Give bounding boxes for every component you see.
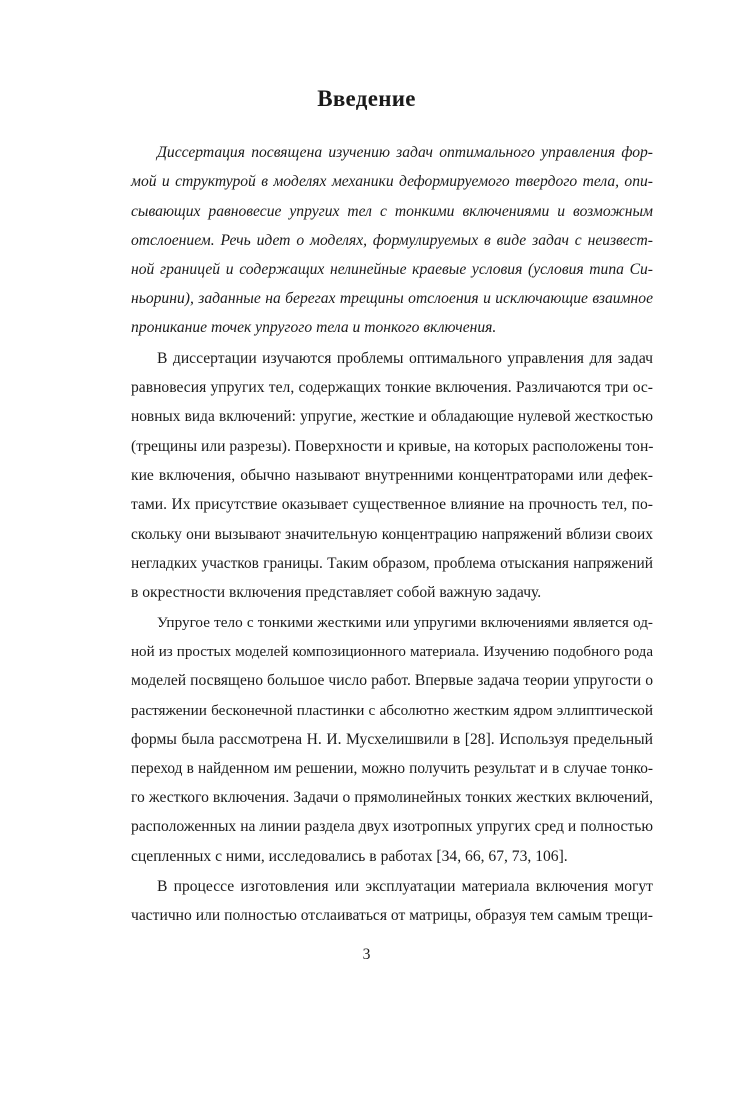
text-line: переход в найденном им решении, можно получить результат и в случае тонко- (131, 760, 653, 777)
text-line: В процессе изготовления или эксплуатации материала включения могут (157, 878, 653, 895)
text-line: скольку они вызывают значительную концентрацию напряжений вблизи своих (131, 526, 653, 543)
text-line: мой и структурой в моделях механики деформируемого твердого тела, опи- (131, 173, 653, 190)
text-line: отслоением. Речь идет о моделях, формулируемых в виде задач с неизвест- (131, 232, 653, 249)
text-line: Диссертация посвящена изучению задач оптимального управления фор- (157, 144, 653, 161)
text-line: кие включения, обычно называют внутренними концентраторами или дефек- (131, 467, 653, 484)
text-line: моделей посвящено большое число работ. Впервые задача теории упругости о (131, 672, 653, 689)
text-line: равновесия упругих тел, содержащих тонкие включения. Различаются три ос- (131, 379, 653, 396)
text-line: В диссертации изучаются проблемы оптимального управления для задач (157, 350, 653, 367)
text-line: (трещины или разрезы). Поверхности и кривые, на которых расположены тон- (131, 438, 654, 455)
text-line: сцепленных с ними, исследовались в работах [34, 66, 67, 73, 106]. (131, 848, 568, 865)
text-line: в окрестности включения представляет собой важную задачу. (131, 584, 542, 601)
text-line: Упругое тело с тонкими жесткими или упругими включениями является од- (157, 614, 653, 631)
text-line: негладких участков границы. Таким образом, проблема отыскания напряжений (131, 555, 653, 572)
section-title: Введение (317, 86, 416, 111)
text-line: ной границей и содержащих нелинейные краевые условия (условия типа Си- (131, 261, 653, 278)
text-line: го жесткого включения. Задачи о прямолинейных тонких жестких включений, (131, 789, 653, 806)
text-line: сывающих равновесие упругих тел с тонкими включениями и возможным (131, 203, 653, 220)
text-line: расположенных на линии раздела двух изотропных упругих сред и полностью (131, 818, 653, 835)
page-number: 3 (362, 946, 371, 963)
text-line: частично или полностью отслаиваться от матрицы, образуя тем самым трещи- (131, 907, 653, 924)
text-line: ньорини), заданные на берегах трещины отслоения и исключающие взаимное (131, 290, 653, 307)
text-line: новных вида включений: упругие, жесткие и обладающие нулевой жесткостью (131, 408, 653, 425)
text-line: растяжении бесконечной пластинки с абсолютно жестким ядром эллиптической (131, 702, 653, 719)
text-line: проникание точек упругого тела и тонкого включения. (131, 319, 497, 336)
text-line: тами. Их присутствие оказывает существенное влияние на прочность тел, по- (131, 496, 653, 513)
text-line: формы была рассмотрена Н. И. Мусхелишвили в [28]. Используя предельный (131, 731, 653, 748)
text-line: ной из простых моделей композиционного материала. Изучению подобного рода (131, 644, 653, 660)
